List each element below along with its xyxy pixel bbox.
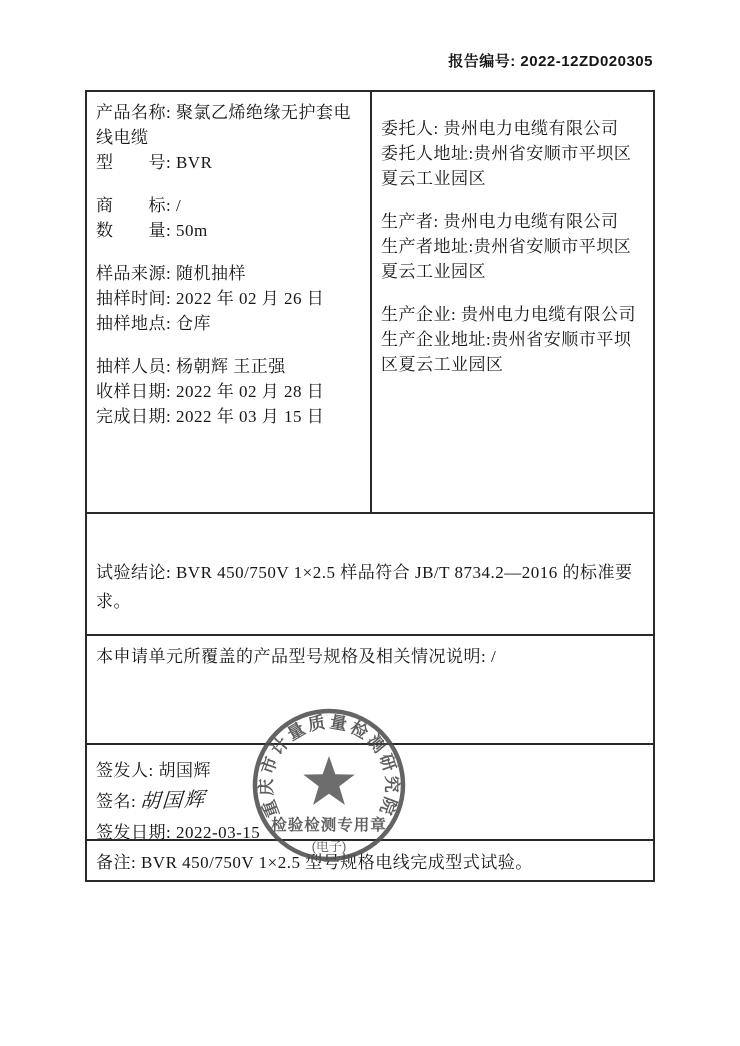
info-row xyxy=(87,92,653,512)
signature-line xyxy=(96,786,643,817)
spacer xyxy=(381,191,643,209)
issuer-line: 签发人: 胡国辉 xyxy=(96,761,211,780)
sample-line-receive-date: 收样日期: 2022 年 02 月 28 日 xyxy=(96,382,325,401)
sample-line-sampling-staff: 抽样人员: 杨朝辉 王正强 xyxy=(96,357,286,376)
spacer xyxy=(96,336,360,354)
sample-line-model: 型 号: BVR xyxy=(96,153,213,172)
spacer xyxy=(381,284,643,302)
signoff-row xyxy=(87,743,653,842)
conclusion-row: 试验结论: BVR 450/750V 1×2.5 样品符合 JB/T 8734.2—2016 的标准要求。 xyxy=(87,512,653,634)
report-number: 报告编号: 2022-12ZD020305 xyxy=(448,53,653,70)
sample-line-complete-date: 完成日期: 2022 年 03 月 15 日 xyxy=(96,407,325,426)
sample-line-trademark: 商 标: / xyxy=(96,196,182,215)
coverage-row: 本申请单元所覆盖的产品型号规格及相关情况说明: / xyxy=(87,634,653,743)
party-line-client: 委托人: 贵州电力电缆有限公司 xyxy=(381,119,619,138)
sample-line-sampling-place: 抽样地点: 仓库 xyxy=(96,314,211,333)
spacer xyxy=(96,175,360,193)
parties-cell xyxy=(372,92,653,512)
sample-line-product-name: 产品名称: 聚氯乙烯绝缘无护套电线电缆 xyxy=(96,103,351,147)
signature-handwriting: 胡国辉 xyxy=(139,788,208,814)
party-line-manufacturer: 生产企业: 贵州电力电缆有限公司 xyxy=(381,305,636,324)
party-line-manufacturer-address: 生产企业地址:贵州省安顺市平坝区夏云工业园区 xyxy=(381,330,632,374)
signature-label: 签名: xyxy=(96,792,137,811)
sample-info-cell xyxy=(87,92,372,512)
party-line-producer: 生产者: 贵州电力电缆有限公司 xyxy=(381,212,619,231)
report-table xyxy=(85,90,655,882)
sample-line-sampling-date: 抽样时间: 2022 年 02 月 26 日 xyxy=(96,289,325,308)
spacer xyxy=(96,243,360,261)
stamp-subtitle: (电子) xyxy=(311,839,347,854)
sample-line-quantity: 数 量: 50m xyxy=(96,221,208,240)
remarks-row: 备注: BVR 450/750V 1×2.5 型号规格电线完成型式试验。 xyxy=(87,839,653,880)
party-line-client-address: 委托人地址:贵州省安顺市平坝区夏云工业园区 xyxy=(381,144,632,188)
sample-line-source: 样品来源: 随机抽样 xyxy=(96,264,246,283)
stamp-ring-text: 重庆市计量质量检测研究院 xyxy=(256,712,402,820)
issue-date-line: 签发日期: 2022-03-15 xyxy=(96,823,261,842)
stamp-title: 检验检测专用章 xyxy=(271,817,387,834)
party-line-producer-address: 生产者地址:贵州省安顺市平坝区夏云工业园区 xyxy=(381,237,632,281)
